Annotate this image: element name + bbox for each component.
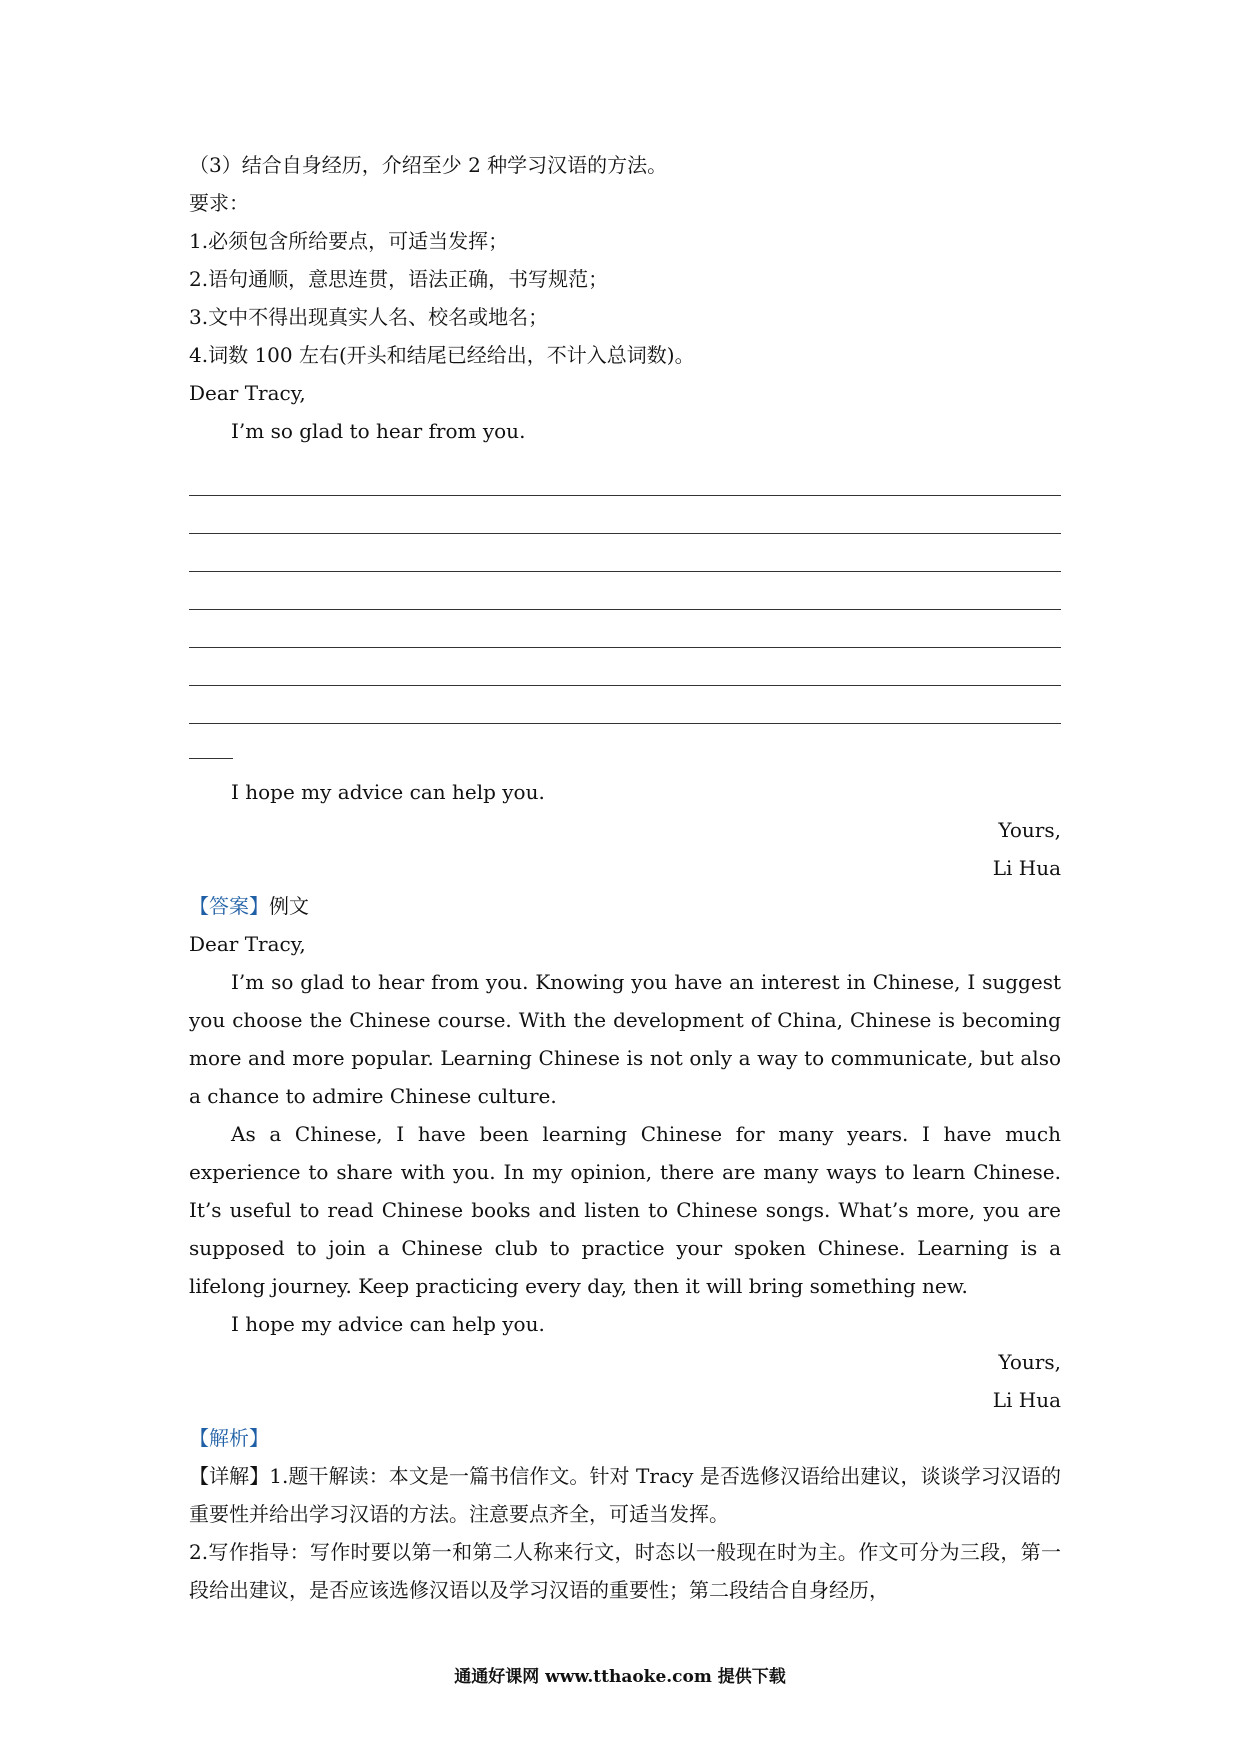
writing-line xyxy=(189,610,1061,648)
detail-tag: 【详解】 xyxy=(189,1464,270,1488)
writing-lines xyxy=(189,458,1061,759)
answer-signoff: Yours, xyxy=(998,1350,1061,1374)
document-body xyxy=(189,146,1061,1609)
requirements-heading: 要求： xyxy=(189,191,249,215)
prompt-point-3: （3）结合自身经历，介绍至少 2 种学习汉语的方法。 xyxy=(189,153,668,177)
writing-line xyxy=(189,534,1061,572)
requirement-item: 1.必须包含所给要点，可适当发挥； xyxy=(189,229,509,253)
writing-line xyxy=(189,458,1061,496)
answer-tag-suffix: 例文 xyxy=(269,894,309,918)
answer-closing: I hope my advice can help you. xyxy=(231,1312,545,1336)
answer-tag: 【答案】 xyxy=(189,894,269,918)
answer-paragraph-1: I’m so glad to hear from you. Knowing you have an interest in Chinese, I suggest you choose the Chinese course. With the development of China, Chinese is becoming more and more popular. Learning Chinese is not only a way to communicate, but also a chance to admire Chinese culture. xyxy=(189,970,1061,1108)
page-footer: 通通好课网 www.tthaoke.com 提供下载 xyxy=(454,1667,786,1687)
answer-heading xyxy=(189,887,1061,925)
requirement-item: 3.文中不得出现真实人名、校名或地名； xyxy=(189,305,549,329)
writing-line xyxy=(189,572,1061,610)
analysis-detail-2: 2.写作指导：写作时要以第一和第二人称来行文，时态以一般现在时为主。作文可分为三段，第一段给出建议，是否应该选修汉语以及学习汉语的重要性；第二段结合自身经历， xyxy=(189,1540,1061,1602)
analysis-tag: 【解析】 xyxy=(189,1426,269,1450)
requirement-item: 2.语句通顺，意思连贯，语法正确，书写规范； xyxy=(189,267,609,291)
letter-signoff: Yours, xyxy=(998,818,1061,842)
answer-salutation: Dear Tracy, xyxy=(189,932,306,956)
detail-1-text: 1.题干解读：本文是一篇书信作文。针对 Tracy 是否选修汉语给出建议，谈谈学习汉语的重要性并给出学习汉语的方法。注意要点齐全，可适当发挥。 xyxy=(189,1464,1061,1526)
requirement-item: 4.词数 100 左右(开头和结尾已经给出，不计入总词数)。 xyxy=(189,343,695,367)
writing-line xyxy=(189,648,1061,686)
writing-line xyxy=(189,496,1061,534)
letter-opening: I’m so glad to hear from you. xyxy=(231,419,526,443)
answer-paragraph-2: As a Chinese, I have been learning Chinese for many years. I have much experience to share with you. In my opinion, there are many ways to learn Chinese. It’s useful to read Chinese books and listen to Chinese songs. What’s more, you are supposed to join a Chinese club to practice your spoken Chinese. Learning is a lifelong journey. Keep practicing every day, then it will bring something new. xyxy=(189,1122,1061,1298)
letter-signature: Li Hua xyxy=(992,856,1061,880)
letter-closing: I hope my advice can help you. xyxy=(231,780,545,804)
analysis-detail-1 xyxy=(189,1457,1061,1533)
answer-signature: Li Hua xyxy=(992,1388,1061,1412)
letter-salutation: Dear Tracy, xyxy=(189,381,306,405)
writing-line xyxy=(189,686,1061,724)
writing-line-short xyxy=(189,758,233,759)
